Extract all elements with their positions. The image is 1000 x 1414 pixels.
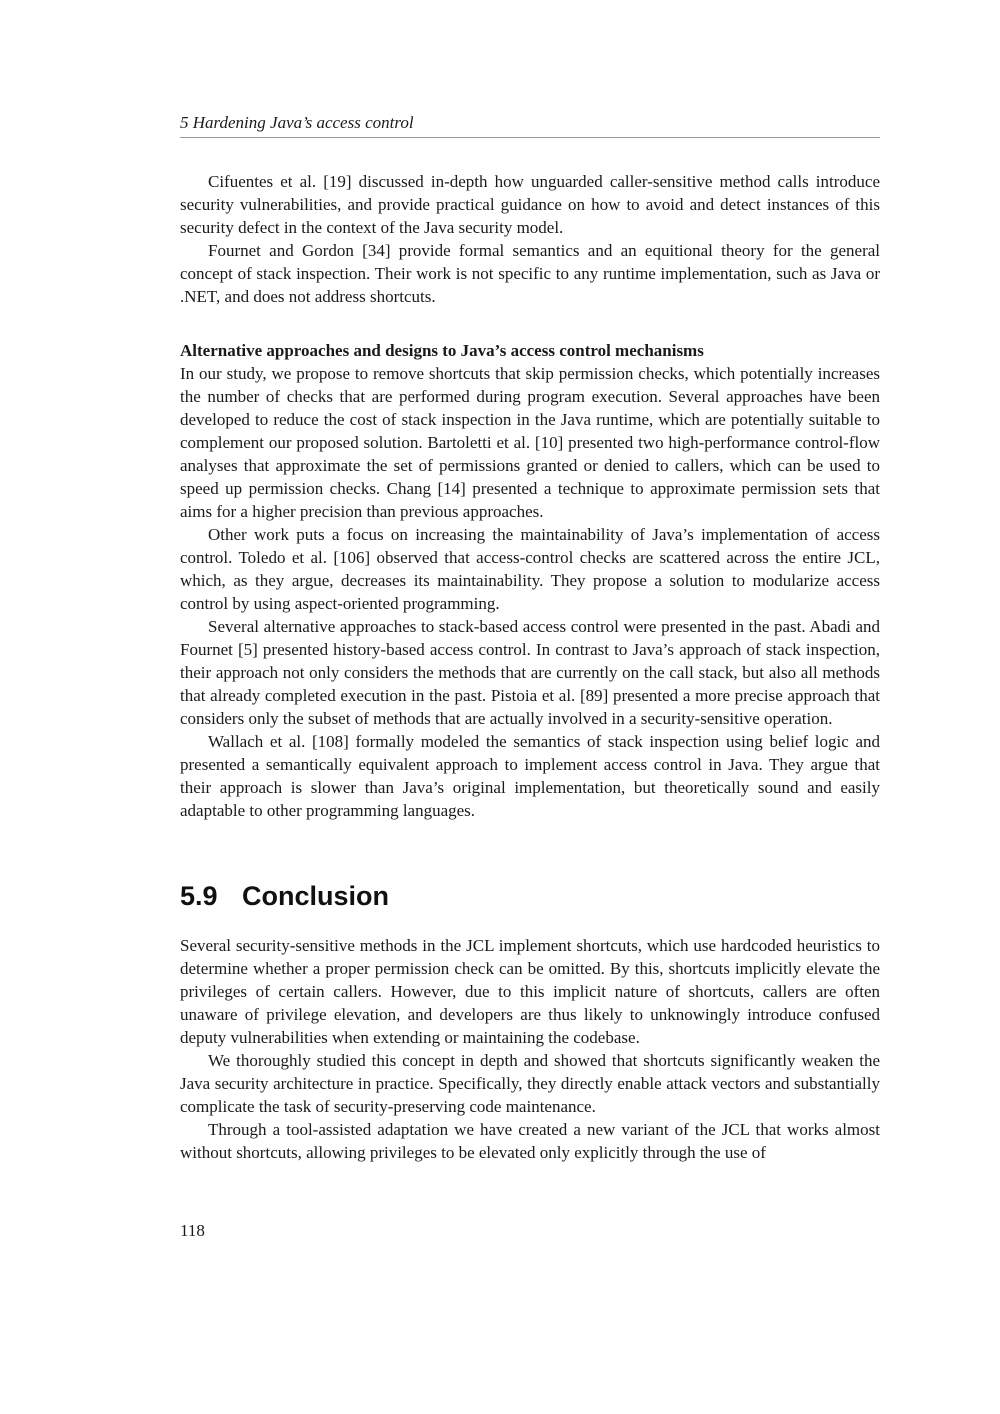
paragraph: Several alternative approaches to stack-based access control were presented in the past. Abadi and Fournet [5] presented history-based access control. In contrast to Java’s approach of stack inspection, their approach not only considers the methods that are currently on the call stack, but also all methods that already completed execution in the past. Pistoia et al. [89] presented a more precise approach that considers only the subset of methods that are actually involved in a security-sensitive operation.	[180, 617, 880, 728]
paragraph: Through a tool-assisted adaptation we have created a new variant of the JCL that works almost without shortcuts, allowing privileges to be elevated only explicitly through the use of	[180, 1120, 880, 1162]
paragraph: Other work puts a focus on increasing the maintainability of Java’s implementation of access control. Toledo et al. [106] observed that access-control checks are scattered across the entire JCL, which, as they argue, decreases its maintainability. They propose a solution to modularize access control by using aspect-oriented programming.	[180, 525, 880, 613]
page-number: 118	[180, 1221, 205, 1240]
paragraph: In our study, we propose to remove shortcuts that skip permission checks, which potentially increases the number of checks that are performed during program execution. Several approaches have been developed to reduce the cost of stack inspection in the Java runtime, which are potentially suitable to complement our proposed solution. Bartoletti et al. [10] presented two high-performance control-flow analyses that approximate the set of permissions granted or denied to callers, which can be used to speed up permission checks. Chang [14] presented a technique to approximate permission sets that aims for a higher precision than previous approaches.	[180, 364, 880, 521]
paragraph-heading: Alternative approaches and designs to Java’s access control mechanisms	[180, 341, 704, 360]
conclusion-body	[180, 934, 880, 1164]
running-header: 5 Hardening Java’s access control	[180, 112, 880, 138]
paragraph: Cifuentes et al. [19] discussed in-depth how unguarded caller-sensitive method calls introduce security vulnerabilities, and provide practical guidance on how to avoid and detect instances of this security defect in the context of the Java security model.	[180, 172, 880, 237]
section-number: 5.9	[180, 881, 218, 911]
section-heading	[180, 878, 389, 914]
alternative-approaches-section	[180, 339, 880, 822]
paragraph: Wallach et al. [108] formally modeled the semantics of stack inspection using belief logic and presented a semantically equivalent approach to implement access control in Java. They argue that their approach is slower than Java’s original implementation, but theoretically sound and easily adaptable to other programming languages.	[180, 732, 880, 820]
paragraph: Several security-sensitive methods in the JCL implement shortcuts, which use hardcoded heuristics to determine whether a proper permission check can be omitted. By this, shortcuts implicitly elevate the privileges of certain callers. However, due to this implicit nature of shortcuts, callers are often unaware of privilege elevation, and developers are thus likely to unknowingly introduce confused deputy vulnerabilities when extending or maintaining the codebase.	[180, 936, 880, 1047]
section-title: Conclusion	[242, 881, 389, 911]
paragraph: We thoroughly studied this concept in depth and showed that shortcuts significantly weaken the Java security architecture in practice. Specifically, they directly enable attack vectors and substantially complicate the task of security-preserving code maintenance.	[180, 1051, 880, 1116]
related-work-intro	[180, 170, 880, 308]
paragraph: Fournet and Gordon [34] provide formal semantics and an equitional theory for the general concept of stack inspection. Their work is not specific to any runtime implementation, such as Java or .NET, and does not address shortcuts.	[180, 241, 880, 306]
